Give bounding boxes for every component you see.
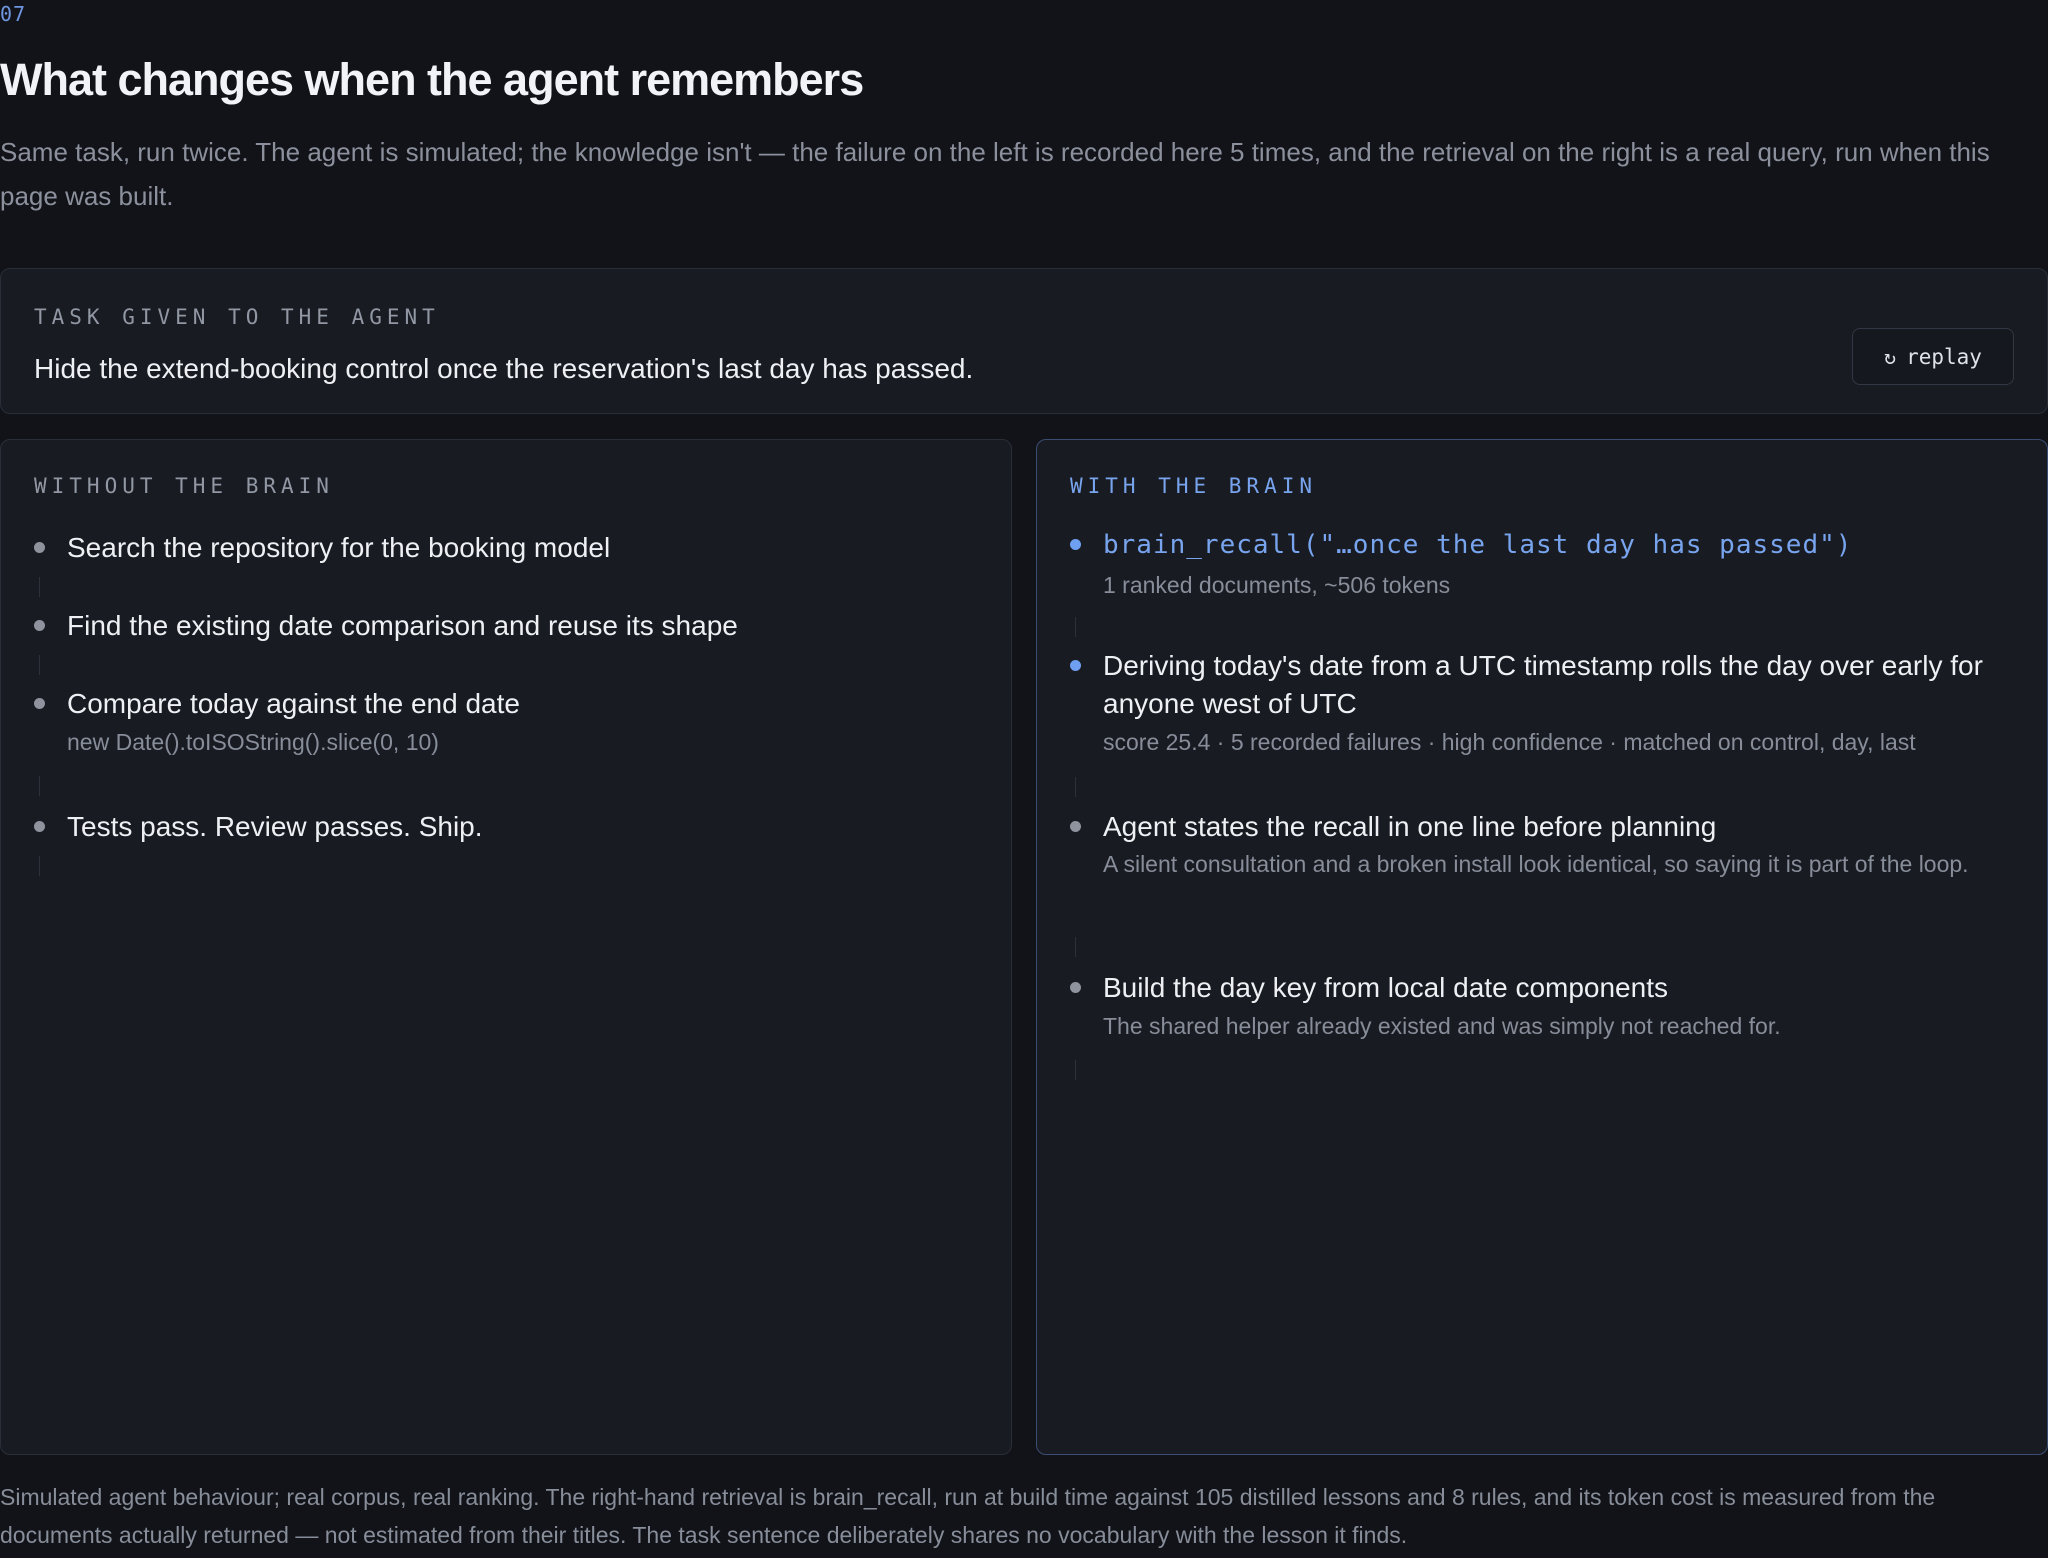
task-label: TASK GIVEN TO THE AGENT <box>34 305 440 329</box>
without-brain-panel <box>0 439 1012 1455</box>
step-detail: The shared helper already existed and was simply not reached for. <box>1103 1013 1781 1039</box>
timeline-connector <box>1075 1060 1076 1080</box>
timeline-connector <box>39 776 40 796</box>
step-title: Deriving today's date from a UTC timestamp rolls the day over early for anyone west of UTC <box>1103 650 1983 719</box>
with-brain-panel <box>1036 439 2048 1455</box>
timeline-connector <box>39 856 40 876</box>
step-detail: new Date().toISOString().slice(0, 10) <box>67 729 439 755</box>
timeline-connector <box>1075 777 1076 797</box>
step-detail: 1 ranked documents, ~506 tokens <box>1103 572 1451 598</box>
step-detail: score 25.4 · 5 recorded failures · high confidence · matched on control, day, last <box>1103 729 1916 755</box>
step-bullet <box>34 542 45 553</box>
step-title: Agent states the recall in one line before planning <box>1103 811 1717 842</box>
step-bullet <box>1070 539 1081 550</box>
timeline-connector <box>1075 617 1076 637</box>
replay-button[interactable] <box>1852 328 2014 385</box>
timeline-connector <box>39 577 40 597</box>
step-title: brain_recall("…once the last day has passed") <box>1103 530 1853 560</box>
step-detail: A silent consultation and a broken install look identical, so saying it is part of the loop. <box>1103 851 1969 877</box>
intro-text: Same task, run twice. The agent is simulated; the knowledge isn't — the failure on the left is recorded here 5 times, and the retrieval on the right is a real query, run when this page was built. <box>0 137 1990 211</box>
step-bullet <box>34 620 45 631</box>
page-title: What changes when the agent remembers <box>0 54 864 105</box>
step-title: Compare today against the end date <box>67 688 520 719</box>
timeline-connector <box>1075 937 1076 957</box>
footnote: Simulated agent behaviour; real corpus, real ranking. The right-hand retrieval is brain_recall, run at build time against 105 distilled lessons and 8 rules, and its token cost is measured from the documents actually returned — not estimated from their titles. The task sentence deliberately shares no vocabulary with the lesson it finds. <box>0 1484 1936 1548</box>
task-card <box>0 268 2048 414</box>
task-text: Hide the extend-booking control once the reservation's last day has passed. <box>34 353 974 384</box>
replay-icon: ↻ <box>1884 344 1897 369</box>
step-title: Search the repository for the booking model <box>67 532 611 563</box>
step-title: Build the day key from local date components <box>1103 972 1668 1003</box>
section-number: 07 <box>0 2 27 26</box>
step-title: Tests pass. Review passes. Ship. <box>67 811 483 842</box>
step-bullet <box>34 698 45 709</box>
timeline-connector <box>39 655 40 675</box>
step-bullet <box>34 821 45 832</box>
without-brain-label: WITHOUT THE BRAIN <box>34 474 334 498</box>
replay-label: replay <box>1906 344 1982 369</box>
step-bullet <box>1070 821 1081 832</box>
step-title: Find the existing date comparison and reuse its shape <box>67 610 738 641</box>
step-bullet <box>1070 982 1081 993</box>
step-bullet <box>1070 660 1081 671</box>
with-brain-label: WITH THE BRAIN <box>1070 474 1318 498</box>
